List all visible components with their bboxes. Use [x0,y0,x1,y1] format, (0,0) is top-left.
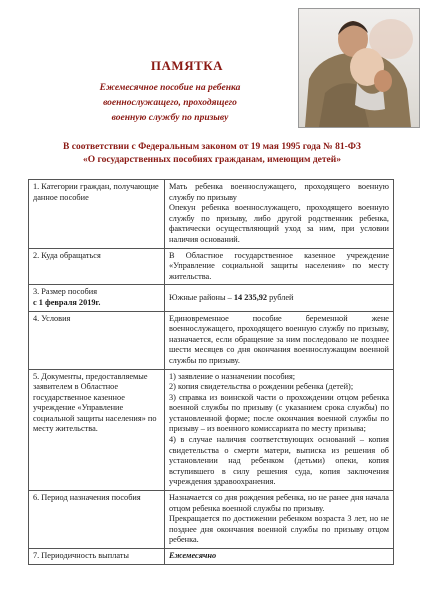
table-row [29,549,394,565]
table-row [29,311,394,369]
value-paragraph: Мать ребенка военнослужащего, проходящего военную службу по призыву [169,182,389,202]
table-row [29,248,394,285]
memo-table [28,179,394,565]
value-paragraph: Опекун ребенка военнослужащего, проходящего военную службу по призыву, либо другой родственник ребенка, фактически осуществляющий уход за ним, при условии наличия оснований. [169,203,389,244]
value-paragraph: Назначается со дня рождения ребенка, но не ранее дня начала отцом ребенка военной службы по призыву. [169,493,389,513]
value-paragraph: 2) копия свидетельства о рождении ребенка (детей); [169,382,354,392]
value-paragraph: Единовременное пособие беременной жене военнослужащего, проходящего военную службу по призыву, назначается, если обращение за ним последовало не позднее шести месяцев со дня окончания военнослужащим военной службы по призыву. [169,313,389,365]
row-label: 6. Период назначения пособия [29,491,165,549]
soldier-with-child-photo [298,8,420,128]
law-line-1: В соответствии с Федеральным законом от 19 мая 1995 года № 81-ФЗ [63,142,361,152]
table-row [29,180,394,249]
label-line: 3. Размер пособия [33,287,98,297]
row-label: 4. Условия [29,311,165,369]
amount-suffix: рублей [267,292,294,302]
row-label: 1. Категории граждан, получающие данное пособие [29,180,165,249]
value-paragraph: В Областное государственное казенное учреждение «Управление социальной защиты населения» по месту жительства. [169,250,389,281]
photo-illustration [299,9,419,127]
row-label [29,285,165,311]
row-value: Ежемесячно [165,549,394,565]
table-row [29,491,394,549]
law-line-2: «О государственных пособиях гражданам, имеющим детей» [83,155,341,165]
memo-subtitle [60,81,280,126]
row-label: 5. Документы, предоставляемые заявителем в Областное государственное казенное учреждение «Управление социальной защиты населения» по месту жительства. [29,369,165,491]
table-row [29,369,394,491]
table-row [29,285,394,311]
subtitle-line-1: Ежемесячное пособие на ребенка [99,83,241,93]
row-label: 7. Периодичность выплаты [29,549,165,565]
subtitle-line-3: военную службу по призыву [111,113,229,123]
row-value [165,491,394,549]
amount-prefix: Южные районы – [169,292,234,302]
value-paragraph: 1) заявление о назначении пособия; [169,371,296,381]
amount-value: 14 235,92 [233,292,268,302]
photo-hand [374,70,392,92]
row-value [165,248,394,285]
value-paragraph: Прекращается по достижении ребенком возраста 3 лет, но не позднее дня окончания военной службы по призыву отцом ребенка. [169,514,389,545]
row-label: 2. Куда обращаться [29,248,165,285]
row-value [165,369,394,491]
value-paragraph: 3) справка из воинской части о прохождении отцом ребенка военной службы по призыву (с указанием срока службы) по установленной форме; после окончания военной службы по призыву – из военного комиссариата по месту призыва; [169,392,389,434]
row-value [165,311,394,369]
label-line-date: с 1 февраля 2019г. [33,297,101,307]
value-paragraph: 4) в случае наличия соответствующих оснований – копия свидетельства о смерти матери, выписка из решения об установлении над ребенком (детьми) опеки, копия вступившего в силу решения суда, копия заключения учреждения здравоохранения. [169,435,389,487]
row-value [165,180,394,249]
memo-title: ПАМЯТКА [150,58,224,73]
subtitle-line-2: военнослужащего, проходящего [103,98,237,108]
row-value [165,285,394,311]
law-reference [20,141,404,167]
